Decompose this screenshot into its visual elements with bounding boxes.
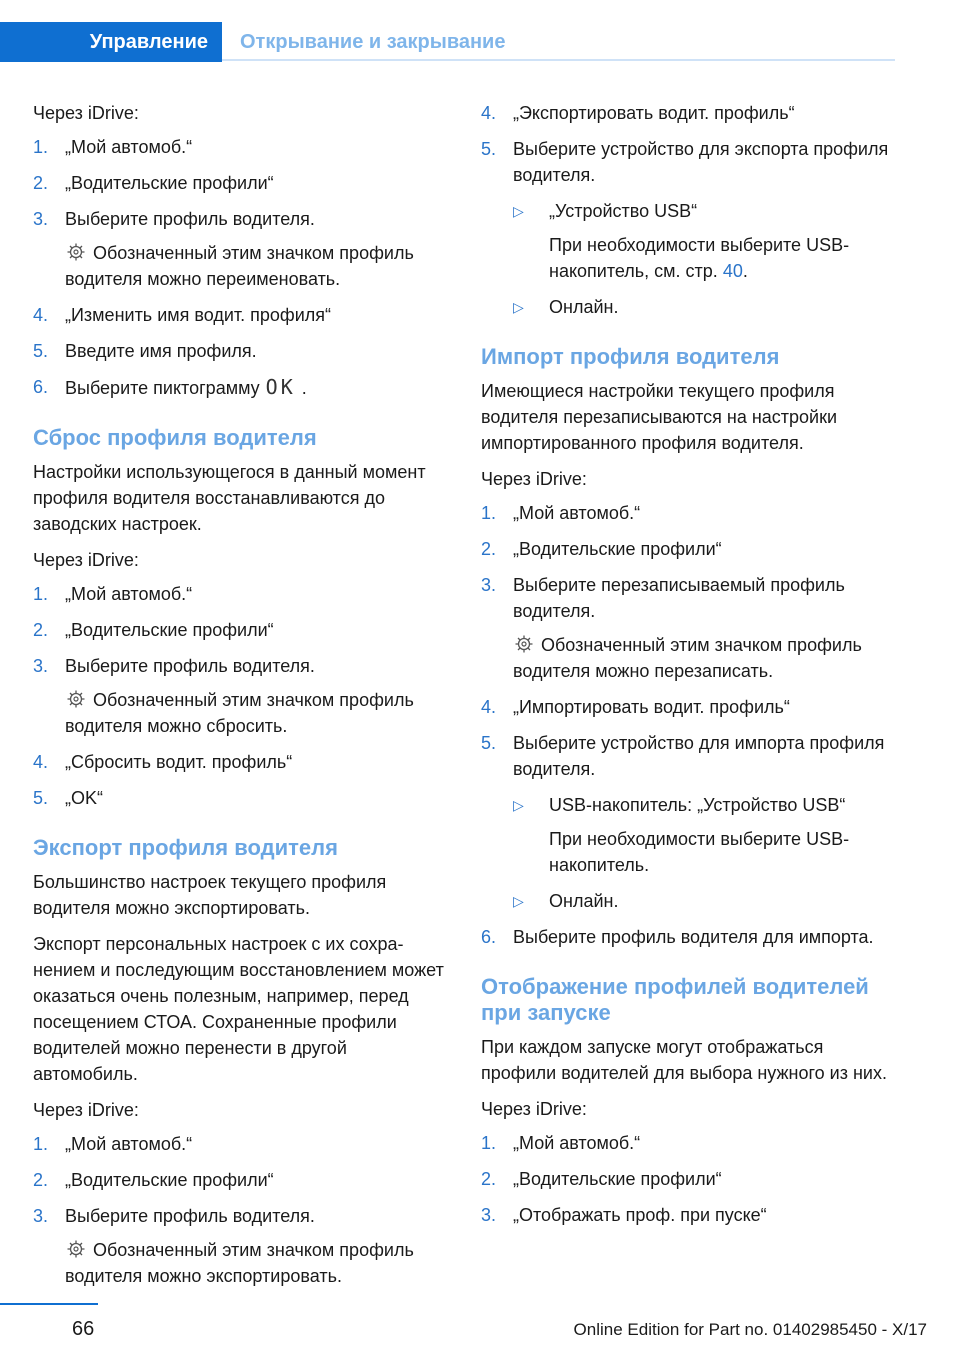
list-item: [481, 100, 893, 126]
list-item: [481, 924, 893, 950]
edition-text: Online Edition for Part no. 01402985450 - X/17: [573, 1320, 927, 1339]
sub-text: USB-накопитель: „Устройство USB“: [549, 795, 846, 815]
triangle-bullet-icon: ▷: [513, 893, 524, 909]
sub-note-text: При необходимости выберите USB-накопитель, см. стр.: [549, 235, 850, 281]
step-list: [481, 924, 893, 950]
section-heading: Экспорт профиля водителя: [33, 835, 338, 860]
step-number: 5.: [481, 733, 497, 753]
list-item: [481, 536, 893, 562]
note: [33, 1237, 445, 1289]
triangle-bullet-icon: ▷: [513, 203, 524, 219]
note-text: Обозначенный этим значком профиль водителя можно перезаписать.: [513, 635, 862, 681]
left-column: [33, 100, 445, 1299]
step-text: „Водительские профили“: [65, 173, 274, 193]
gear-icon: [513, 634, 535, 654]
step-list: [33, 581, 445, 679]
gear-icon: [65, 1239, 87, 1259]
list-item: [481, 730, 893, 782]
step-text: „Экспортировать водит. профиль“: [513, 103, 795, 123]
step-number: 6.: [481, 927, 497, 947]
step-number: 5.: [33, 341, 49, 361]
section-heading: Отображение профилей водителей при запуске: [481, 974, 869, 1025]
intro-text: Через iDrive:: [481, 469, 587, 489]
paragraph: Большинство настроек текущего профиля водителя можно экспортировать.: [33, 872, 387, 918]
step-text: „Мой автомоб.“: [513, 1133, 641, 1153]
step-number: 3.: [33, 1206, 49, 1226]
intro-text: Через iDrive:: [33, 103, 139, 123]
sub-list: [481, 294, 893, 320]
step-text: „Водительские профили“: [65, 1170, 274, 1190]
footer-rule: [0, 1303, 98, 1305]
step-text: Выберите профиль водителя.: [65, 1206, 315, 1226]
triangle-bullet-icon: ▷: [513, 299, 524, 315]
step-text: Введите имя профиля.: [65, 341, 257, 361]
list-item: [481, 500, 893, 526]
step-number: 1.: [33, 584, 49, 604]
paragraph: При каждом запуске могут отображаться профили водителей для выбора нужного из них.: [481, 1037, 887, 1083]
step-number: 2.: [481, 1169, 497, 1189]
list-item: [33, 749, 445, 775]
step-text: Выберите профиль водителя для импорта.: [513, 927, 874, 947]
list-item: [33, 581, 445, 607]
paragraph: Имеющиеся настройки текущего профиля водителя перезаписываются на настройки импортированного профиля водителя.: [481, 381, 838, 453]
gear-icon: [65, 689, 87, 709]
ok-icon: OK: [265, 375, 296, 399]
step-list: [481, 100, 893, 188]
step-text: Выберите профиль водителя.: [65, 656, 315, 676]
step-list: [33, 749, 445, 811]
step-number: 1.: [481, 1133, 497, 1153]
step-text: „Водительские профили“: [513, 539, 722, 559]
step-number: 2.: [481, 539, 497, 559]
list-item: [481, 1166, 893, 1192]
step-list: [33, 1131, 445, 1229]
chapter-tab: Открывание и закрывание: [240, 31, 506, 53]
header-rule: [222, 59, 895, 61]
step-text: Выберите профиль водителя.: [65, 209, 315, 229]
section-tab: Управление: [0, 22, 222, 62]
list-item: [33, 785, 445, 811]
list-item: [481, 136, 893, 188]
list-item: [33, 653, 445, 679]
step-text: Выберите устройство для импорта профиля водителя.: [513, 733, 885, 779]
step-number: 1.: [481, 503, 497, 523]
step-number: 2.: [33, 1170, 49, 1190]
step-number: 1.: [33, 1134, 49, 1154]
gear-icon: [65, 242, 87, 262]
step-number: 6.: [33, 377, 49, 397]
step-text: Выберите устройство для экспорта профиля водителя.: [513, 139, 889, 185]
intro-text: Через iDrive:: [33, 1100, 139, 1120]
step-list: [481, 694, 893, 782]
step-text: „Отображать проф. при пуске“: [513, 1205, 767, 1225]
step-text: „Изменить имя водит. профиля“: [65, 305, 332, 325]
step-text: „OK“: [65, 788, 103, 808]
list-item: [33, 170, 445, 196]
step-list: [33, 302, 445, 401]
sub-text: Онлайн.: [549, 297, 619, 317]
paragraph: Настройки использующегося в данный момент профиля водителя восстанавливаются до заводских настроек.: [33, 462, 426, 534]
step-list: [33, 134, 445, 232]
sub-item: [513, 294, 893, 320]
sub-item: [513, 888, 893, 914]
step-number: 4.: [481, 697, 497, 717]
step-text: „Мой автомоб.“: [513, 503, 641, 523]
step-number: 5.: [481, 139, 497, 159]
step-number: 4.: [33, 305, 49, 325]
note: [33, 687, 445, 739]
sub-text: Онлайн.: [549, 891, 619, 911]
paragraph: Экспорт персональных настроек с их сохранением и последующим восстановлением может оказаться очень полезным, например, перед посещением СТОА. Сохраненные профили водителей можно перенести в другой автомобиль.: [33, 934, 444, 1084]
list-item: [33, 617, 445, 643]
step-number: 2.: [33, 620, 49, 640]
list-item: [33, 134, 445, 160]
note: [481, 632, 893, 684]
sub-list: [481, 792, 893, 818]
list-item: [33, 206, 445, 232]
step-list: [481, 500, 893, 624]
note-text: Обозначенный этим значком профиль водителя можно сбросить.: [65, 690, 414, 736]
step-text: Выберите пиктограмму: [65, 378, 260, 398]
sub-item: [513, 792, 893, 818]
list-item: [481, 694, 893, 720]
sub-item: [513, 198, 893, 224]
list-item: [481, 1130, 893, 1156]
list-item: [33, 302, 445, 328]
step-text: „Импортировать водит. профиль“: [513, 697, 790, 717]
step-number: 3.: [33, 656, 49, 676]
step-text: „Мой автомоб.“: [65, 137, 193, 157]
step-text: „Мой автомоб.“: [65, 1134, 193, 1154]
sub-note: При необходимости выберите USB-накопитель.: [549, 829, 850, 875]
step-number: 2.: [33, 173, 49, 193]
step-list: [481, 1130, 893, 1228]
step-text: „Водительские профили“: [65, 620, 274, 640]
list-item: [33, 338, 445, 364]
right-column: [481, 100, 893, 1238]
page-link[interactable]: 40: [722, 261, 743, 281]
step-number: 3.: [33, 209, 49, 229]
step-number: 4.: [33, 752, 49, 772]
step-text: „Сбросить водит. профиль“: [65, 752, 293, 772]
list-item: [33, 1131, 445, 1157]
step-number: 4.: [481, 103, 497, 123]
note: [33, 240, 445, 292]
step-number: 3.: [481, 575, 497, 595]
step-number: 3.: [481, 1205, 497, 1225]
step-number: 5.: [33, 788, 49, 808]
step-text: Выберите перезаписываемый профиль водителя.: [513, 575, 845, 621]
page-number: 66: [72, 1318, 95, 1340]
sub-note: [481, 232, 893, 284]
list-item: 6. Выберите пиктограмму OK .: [33, 375, 307, 399]
sub-note-end: .: [742, 261, 748, 281]
list-item: [33, 1167, 445, 1193]
note-text: Обозначенный этим значком профиль водителя можно переименовать.: [65, 243, 414, 289]
list-item: [33, 1203, 445, 1229]
step-text: „Водительские профили“: [513, 1169, 722, 1189]
intro-text: Через iDrive:: [33, 550, 139, 570]
list-item: [481, 572, 893, 624]
sub-text: „Устройство USB“: [549, 201, 698, 221]
sub-list: [481, 888, 893, 914]
list-item: [481, 1202, 893, 1228]
intro-text: Через iDrive:: [481, 1099, 587, 1119]
note-text: Обозначенный этим значком профиль водителя можно экспортировать.: [65, 1240, 414, 1286]
step-number: 1.: [33, 137, 49, 157]
step-text: „Мой автомоб.“: [65, 584, 193, 604]
section-heading: Импорт профиля водителя: [481, 344, 780, 369]
page-header: [0, 22, 895, 62]
triangle-bullet-icon: ▷: [513, 797, 524, 813]
sub-list: [481, 198, 893, 224]
section-heading: Сброс профиля водителя: [33, 425, 317, 450]
